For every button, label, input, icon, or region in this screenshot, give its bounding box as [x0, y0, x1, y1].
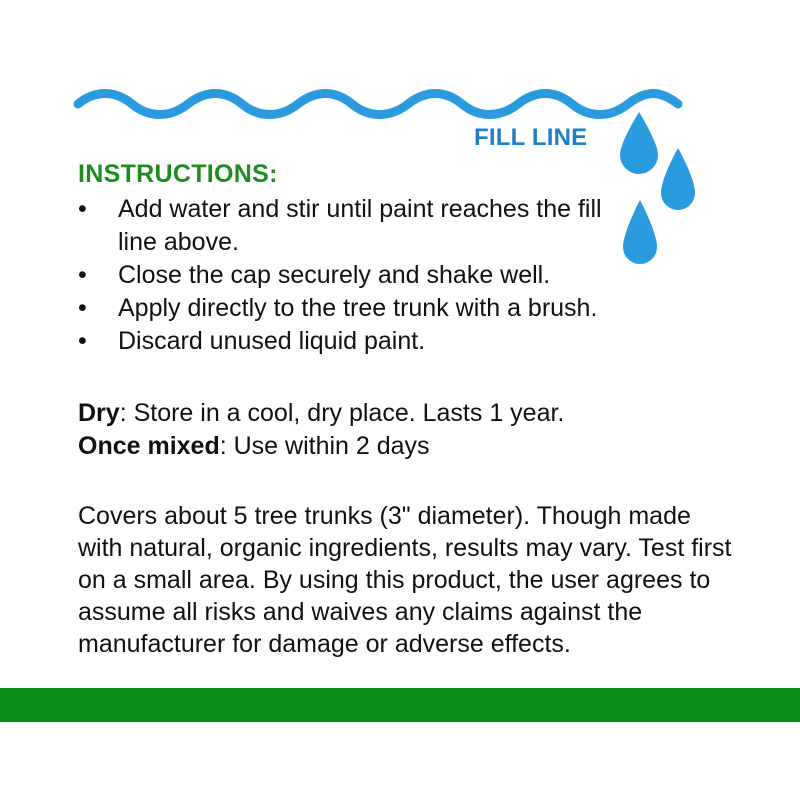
bullet-icon: • [78, 327, 87, 355]
instruction-text: Add water and stir until paint reaches the fill line above. [118, 195, 602, 256]
water-drop-icon [659, 146, 697, 212]
instruction-item [76, 193, 636, 259]
bullet-icon: • [78, 261, 87, 289]
fill-wave-line [70, 82, 690, 122]
instruction-item [76, 292, 636, 325]
instructions-heading: INSTRUCTIONS: [78, 160, 278, 188]
instruction-item [76, 325, 636, 358]
instruction-text: Apply directly to the tree trunk with a brush. [118, 294, 598, 322]
bullet-icon: • [78, 195, 87, 223]
dry-storage-line [78, 397, 564, 430]
instructions-list [76, 193, 636, 358]
mixed-label: Once mixed [78, 432, 220, 460]
fill-line-label: FILL LINE [474, 124, 588, 151]
instruction-text: Discard unused liquid paint. [118, 327, 426, 355]
bullet-icon: • [78, 294, 87, 322]
dry-label: Dry [78, 399, 120, 427]
instruction-text: Close the cap securely and shake well. [118, 261, 551, 289]
mixed-text: : Use within 2 days [219, 432, 430, 460]
disclaimer-text: Covers about 5 tree trunks (3" diameter). Though made with natural, organic ingredients, results may vary. Test first on a small area. By using this product, the user agrees to assume all risks and waives any claims against the manufacturer for damage or adverse effects. [78, 502, 732, 658]
mixed-storage-line [78, 430, 564, 463]
dry-text: : Store in a cool, dry place. Lasts 1 year. [119, 399, 565, 427]
water-drop-icon [618, 110, 660, 176]
storage-info [78, 397, 564, 463]
instruction-item [76, 259, 636, 292]
bottom-green-bar [0, 688, 800, 722]
